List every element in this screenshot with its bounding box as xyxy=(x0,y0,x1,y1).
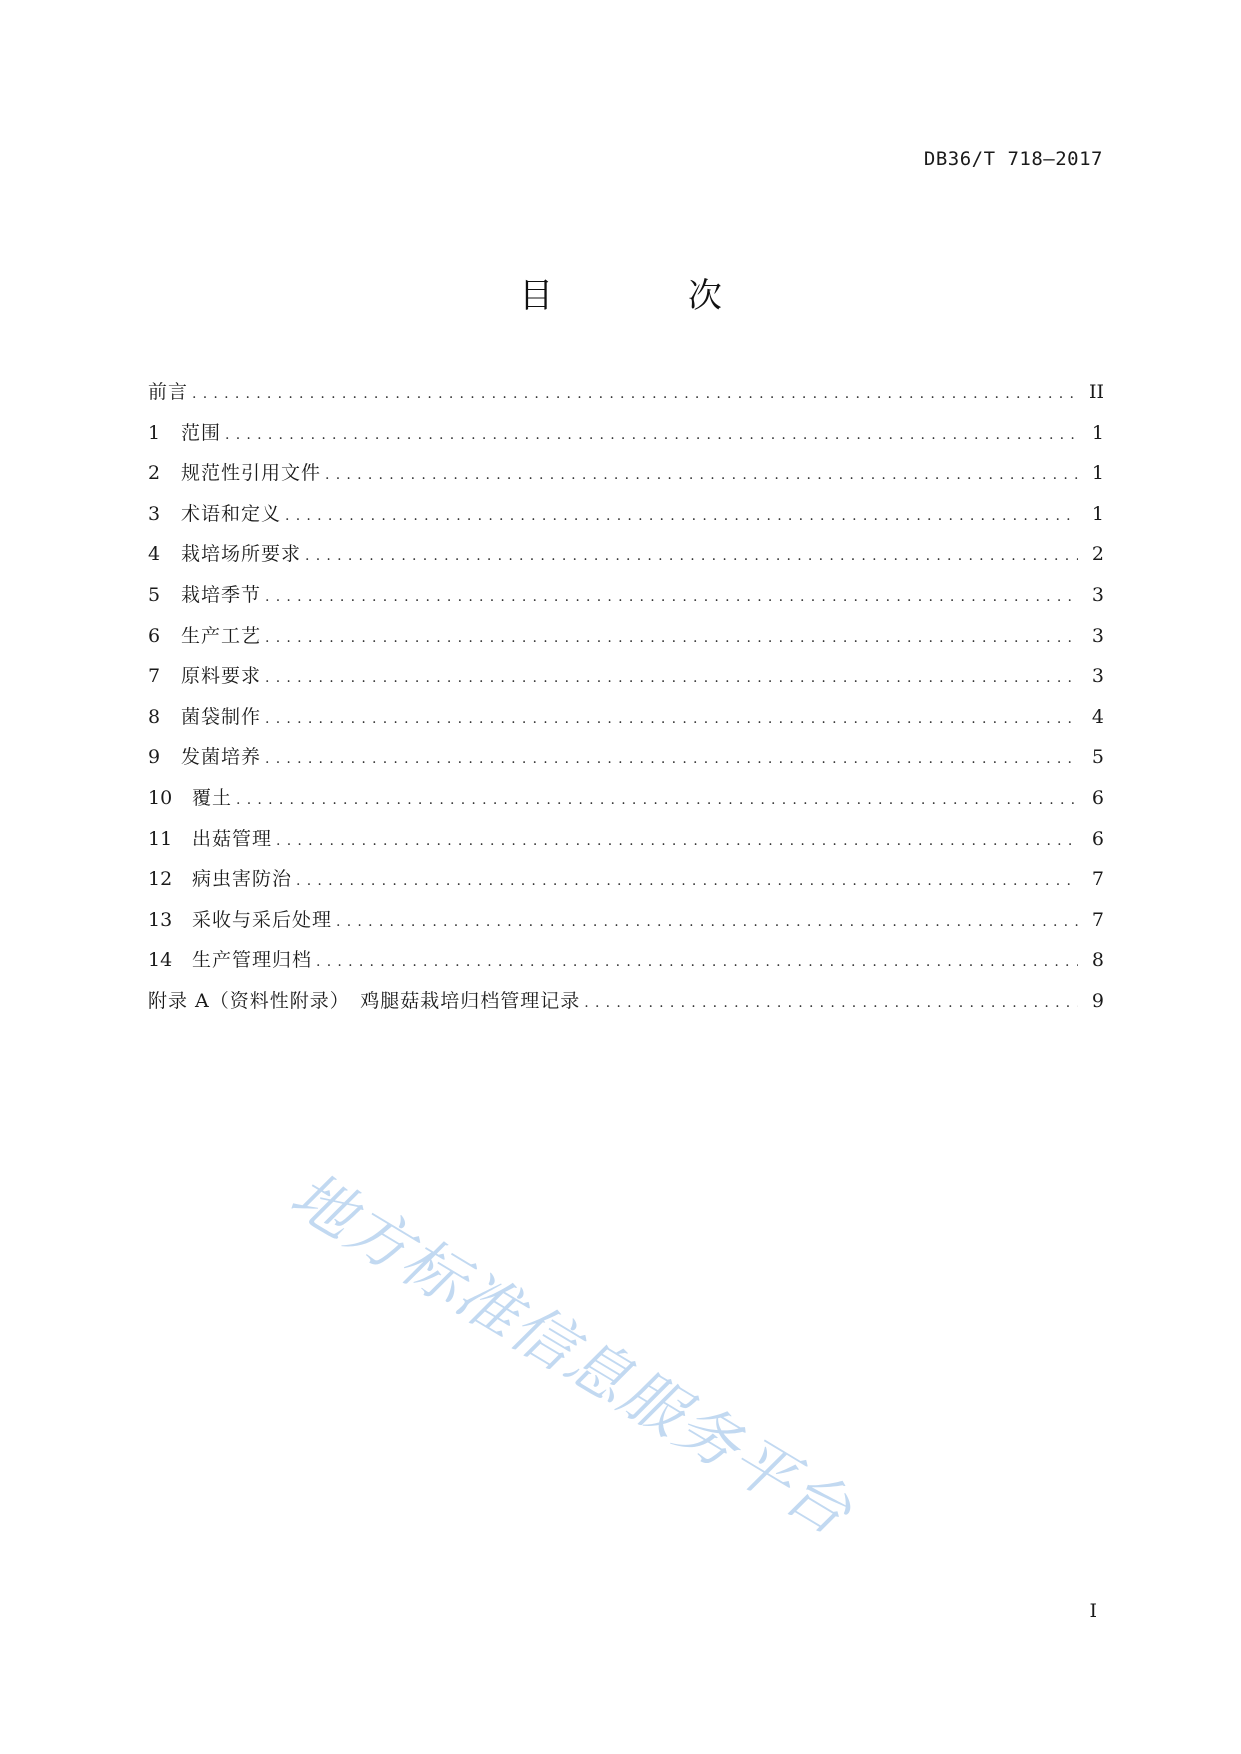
toc-entry-label: 生产管理归档 xyxy=(192,949,313,972)
toc-entry-label: 前言 xyxy=(148,381,189,403)
toc-leader-dots xyxy=(336,902,1078,943)
toc-entry-number: 3 xyxy=(148,502,161,525)
toc-entry-9[interactable] xyxy=(148,737,1104,778)
toc-leader-dots xyxy=(265,618,1078,659)
toc-entry-8[interactable] xyxy=(148,697,1104,738)
toc-entry-label: 术语和定义 xyxy=(181,502,282,525)
toc-entry-11[interactable] xyxy=(148,819,1104,860)
toc-entry-13[interactable] xyxy=(148,900,1104,941)
toc-leader-dots xyxy=(265,699,1078,740)
toc-entry-page: 6 xyxy=(1091,827,1104,850)
toc-leader-dots xyxy=(325,455,1078,496)
toc-entry-label: 覆土 xyxy=(192,786,233,809)
toc-entry-number: 11 xyxy=(148,827,173,850)
toc-leader-dots xyxy=(296,861,1078,902)
toc-entry-3[interactable] xyxy=(148,494,1104,535)
toc-leader-dots xyxy=(305,536,1078,577)
toc-entry-14[interactable] xyxy=(148,940,1104,981)
toc-entry-page: 7 xyxy=(1091,868,1104,891)
page-title: 目 次 xyxy=(519,276,784,316)
toc-leader-dots xyxy=(265,739,1078,780)
toc-leader-dots xyxy=(225,415,1078,456)
toc-entry-7[interactable] xyxy=(148,656,1104,697)
toc-leader-dots xyxy=(265,658,1078,699)
toc-entry-page: 4 xyxy=(1091,705,1104,728)
toc-leader-dots xyxy=(192,374,1078,415)
toc-entry-2[interactable] xyxy=(148,453,1104,494)
watermark-text: 地方标准信息服务平台 xyxy=(278,1157,865,1550)
toc-entry-page: 3 xyxy=(1091,665,1104,688)
toc-entry-page: 6 xyxy=(1091,786,1104,809)
toc-entry-1[interactable] xyxy=(148,413,1104,454)
toc-entry-page: 8 xyxy=(1091,949,1104,972)
toc-entry-label: 范围 xyxy=(181,421,222,444)
toc-entry-number: 12 xyxy=(148,868,173,891)
toc-entry-label: 出菇管理 xyxy=(192,827,273,850)
toc-entry-4[interactable] xyxy=(148,534,1104,575)
toc-entry-12[interactable] xyxy=(148,859,1104,900)
toc-entry-10[interactable] xyxy=(148,778,1104,819)
toc-entry-page: 1 xyxy=(1091,502,1104,525)
toc-entry-number: 2 xyxy=(148,462,161,485)
toc-leader-dots xyxy=(265,577,1078,618)
toc-leader-dots xyxy=(276,821,1078,862)
toc-entry-number: 4 xyxy=(148,543,161,566)
toc-entry-page: 3 xyxy=(1091,583,1104,606)
toc-entry-page: 1 xyxy=(1091,462,1104,485)
toc-entry-number: 10 xyxy=(148,786,173,809)
page-number: I xyxy=(1089,1600,1097,1622)
toc-entry-foreword[interactable] xyxy=(148,372,1104,413)
toc-entry-label: 规范性引用文件 xyxy=(181,462,322,485)
toc-entry-label: 栽培场所要求 xyxy=(181,543,302,566)
toc-entry-label: 原料要求 xyxy=(181,665,262,688)
table-of-contents xyxy=(148,372,1104,1022)
toc-entry-label: 附录 A（资料性附录） 鸡腿菇栽培归档管理记录 xyxy=(148,989,581,1012)
toc-entry-page: 9 xyxy=(1091,989,1104,1012)
toc-entry-page: 1 xyxy=(1091,421,1104,444)
toc-entry-page: 2 xyxy=(1091,543,1104,566)
toc-entry-5[interactable] xyxy=(148,575,1104,616)
toc-entry-label: 栽培季节 xyxy=(181,583,262,606)
toc-entry-label: 病虫害防治 xyxy=(192,868,293,891)
toc-leader-dots xyxy=(285,496,1078,537)
toc-entry-label: 菌袋制作 xyxy=(181,705,262,728)
toc-entry-label: 生产工艺 xyxy=(181,624,262,647)
toc-entry-6[interactable] xyxy=(148,616,1104,657)
toc-entry-number: 13 xyxy=(148,908,173,931)
toc-entry-number: 5 xyxy=(148,583,161,606)
toc-leader-dots xyxy=(236,780,1078,821)
toc-entry-number: 8 xyxy=(148,705,161,728)
toc-entry-number: 9 xyxy=(148,746,161,769)
toc-leader-dots xyxy=(316,942,1078,983)
toc-entry-page: 5 xyxy=(1091,746,1104,769)
toc-entry-number: 14 xyxy=(148,949,173,972)
toc-entry-page: 7 xyxy=(1091,908,1104,931)
toc-leader-dots xyxy=(584,983,1078,1024)
standard-code: DB36/T 718—2017 xyxy=(923,148,1103,170)
toc-entry-page: 3 xyxy=(1091,624,1104,647)
toc-entry-label: 采收与采后处理 xyxy=(192,908,333,931)
toc-entry-number: 7 xyxy=(148,665,161,688)
toc-entry-appendix-a[interactable] xyxy=(148,981,1104,1022)
toc-entry-number: 1 xyxy=(148,421,161,444)
toc-entry-page: II xyxy=(1088,381,1104,403)
toc-entry-label: 发菌培养 xyxy=(181,746,262,769)
toc-entry-number: 6 xyxy=(148,624,161,647)
